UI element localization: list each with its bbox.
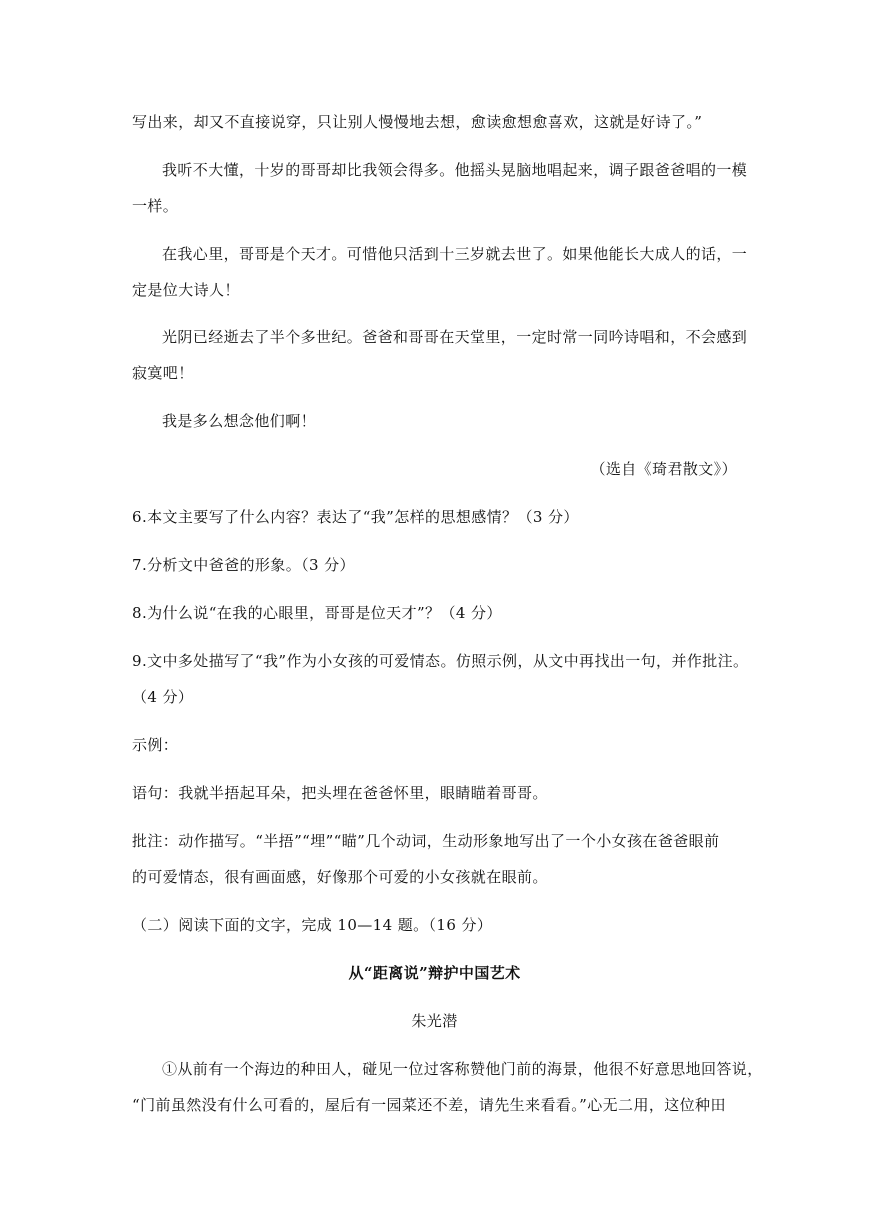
paragraph-line: ①从前有一个海边的种田人，碰见一位过客称赞他门前的海景，他很不好意思地回答说， (162, 1060, 763, 1078)
example-note: 批注：动作描写。“半捂”“埋”“瞄”几个动词，生动形象地写出了一个小女孩在爸爸眼前 (132, 832, 720, 850)
question-7: 7.分析文中爸爸的形象。（3 分） (132, 556, 355, 574)
source-citation: （选自《琦君散文》） (590, 460, 737, 478)
example-note: 的可爱情态，很有画面感，好像那个可爱的小女孩就在眼前。 (132, 868, 548, 886)
passage-line: 我是多么想念他们啊！ (162, 412, 317, 430)
question-9: 9.文中多处描写了“我”作为小女孩的可爱情态。仿照示例，从文中再找出一句，并作批注。 (132, 652, 749, 670)
passage-line: 我听不大懂，十岁的哥哥却比我领会得多。他摇头晃脑地唱起来，调子跟爸爸唱的一模 (162, 161, 748, 179)
paragraph-line: “门前虽然没有什么可看的，屋后有一园菜还不差，请先生来看看。”心无二用，这位种田 (132, 1096, 726, 1114)
article-author: 朱光潜 (411, 1012, 458, 1030)
example-sentence: 语句：我就半捂起耳朵，把头埋在爸爸怀里，眼睛瞄着哥哥。 (132, 784, 548, 802)
passage-line: 写出来，却又不直接说穿，只让别人慢慢地去想，愈读愈想愈喜欢，这就是好诗了。” (132, 113, 703, 131)
passage-line: 一样。 (132, 197, 179, 215)
section-heading: （二）阅读下面的文字，完成 10—14 题。（16 分） (132, 916, 493, 934)
example-label: 示例： (132, 736, 179, 754)
question-8: 8.为什么说“在我的心眼里，哥哥是位天才”？（4 分） (132, 604, 502, 622)
passage-line: 寂寞吧！ (132, 364, 194, 382)
question-9-points: （4 分） (132, 688, 194, 706)
question-6: 6.本文主要写了什么内容？表达了“我”怎样的思想感情？（3 分） (132, 508, 579, 526)
passage-line: 光阴已经逝去了半个多世纪。爸爸和哥哥在天堂里，一定时常一同吟诗唱和，不会感到 (162, 328, 748, 346)
passage-line: 定是位大诗人！ (132, 281, 240, 299)
article-title: 从“距离说”辩护中国艺术 (348, 964, 521, 982)
passage-line: 在我心里，哥哥是个天才。可惜他只活到十三岁就去世了。如果他能长大成人的话，一 (162, 245, 748, 263)
